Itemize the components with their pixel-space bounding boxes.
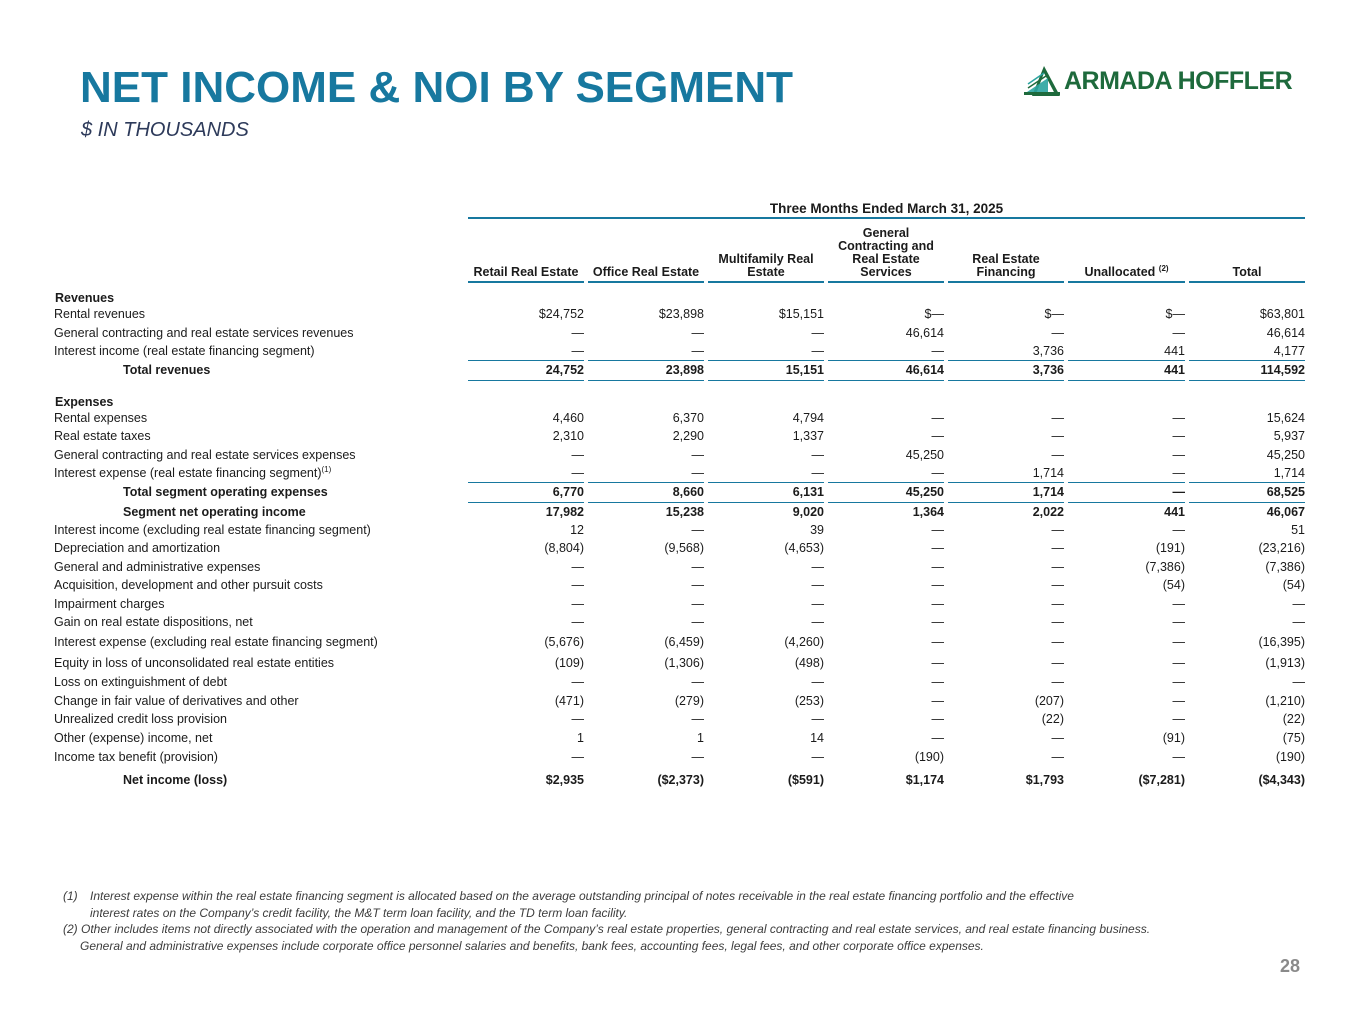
cell-value: 1 — [697, 730, 704, 745]
cell-value: (191) — [1155, 541, 1185, 556]
table-row-interest-income-ex — [54, 521, 1305, 539]
row-label: General contracting and real estate services expenses — [54, 447, 356, 462]
cell-value: 45,250 — [828, 482, 944, 502]
cell-value: — — [1051, 675, 1064, 690]
cell-value: — — [691, 712, 704, 727]
col-header-financing: Real Estate Financing — [948, 219, 1064, 283]
row-label: Depreciation and amortization — [54, 541, 221, 556]
cell-value: — — [691, 343, 704, 358]
cell-value: — — [811, 559, 824, 574]
cell-value: — — [571, 559, 584, 574]
table-row-loss-extinguishment — [54, 673, 1305, 691]
cell-value: — — [1051, 596, 1064, 611]
cell-value: — — [1172, 655, 1185, 670]
cell-value: 45,250 — [905, 447, 944, 462]
cell-value: — — [1172, 693, 1185, 708]
cell-value: — — [1051, 578, 1064, 593]
cell-value: — — [811, 596, 824, 611]
cell-value: — — [931, 730, 944, 745]
segment-income-table — [54, 196, 1305, 792]
cell-value: (7,386) — [1145, 559, 1185, 574]
cell-value: — — [691, 615, 704, 630]
cell-value: 2,290 — [672, 429, 704, 444]
cell-value: — — [1172, 615, 1185, 630]
cell-value: ($4,343) — [1258, 772, 1305, 787]
row-label: General contracting and real estate services revenues — [54, 325, 354, 340]
cell-value: (91) — [1162, 730, 1185, 745]
cell-value: 441 — [1068, 360, 1185, 380]
cell-value: — — [1172, 634, 1185, 649]
cell-value: (6,459) — [664, 634, 704, 649]
cell-value: — — [931, 343, 944, 358]
cell-value: (4,260) — [784, 634, 824, 649]
cell-value: — — [1172, 429, 1185, 444]
row-label: Interest expense (excluding real estate financing segment) — [54, 634, 378, 649]
row-label: Gain on real estate dispositions, net — [54, 615, 253, 630]
table-row-income-tax — [54, 747, 1305, 768]
cell-value: 1,714 — [948, 482, 1064, 502]
cell-value: — — [811, 615, 824, 630]
cell-value: 4,794 — [792, 410, 824, 425]
cell-value: $1,174 — [905, 772, 944, 787]
cell-value: (109) — [554, 655, 584, 670]
table-row-dep-amort — [54, 539, 1305, 557]
row-label: Segment net operating income — [123, 504, 306, 519]
cell-value: 46,614 — [905, 325, 944, 340]
cell-value: 24,752 — [468, 360, 584, 380]
cell-value: (498) — [794, 655, 824, 670]
cell-value: — — [1051, 615, 1064, 630]
page-title: NET INCOME & NOI BY SEGMENT — [80, 63, 794, 112]
cell-value: — — [1051, 325, 1064, 340]
cell-value: (190) — [914, 750, 944, 765]
cell-value: 4,177 — [1273, 343, 1305, 358]
cell-value: — — [571, 325, 584, 340]
cell-value: — — [691, 447, 704, 462]
row-label: Interest income (real estate financing segment) — [54, 343, 315, 358]
row-label: General and administrative expenses — [54, 559, 261, 574]
cell-value: 6,770 — [468, 482, 584, 502]
table-row-interest-income-ref — [54, 342, 1305, 360]
cell-value: (9,568) — [664, 541, 704, 556]
table-row-equity-loss — [54, 652, 1305, 673]
row-label: Total segment operating expenses — [123, 485, 328, 500]
cell-value: 2,022 — [1032, 504, 1064, 519]
cell-value: — — [1172, 523, 1185, 538]
table-row-g-and-a — [54, 558, 1305, 576]
cell-value: — — [811, 325, 824, 340]
table-row-fair-value-change — [54, 692, 1305, 710]
cell-value: — — [691, 675, 704, 690]
cell-value: 114,592 — [1189, 360, 1305, 380]
period-header: Three Months Ended March 31, 2025 — [468, 196, 1305, 219]
cell-value: (471) — [554, 693, 584, 708]
logo-text: ARMADA HOFFLER — [1064, 66, 1293, 95]
col-header-unallocated: Unallocated $^{(2)}$ — [1068, 219, 1185, 283]
cell-value: — — [691, 523, 704, 538]
row-label: Other (expense) income, net — [54, 730, 213, 745]
row-label: Rental revenues — [54, 307, 146, 322]
cell-value: — — [1172, 447, 1185, 462]
cell-value: 15,151 — [708, 360, 824, 380]
cell-value: — — [931, 523, 944, 538]
row-label: Impairment charges — [54, 596, 165, 611]
cell-value: — — [931, 655, 944, 670]
cell-value: 39 — [810, 523, 824, 538]
cell-value: $15,151 — [778, 307, 824, 322]
cell-value: $24,752 — [538, 307, 584, 322]
cell-value: — — [1292, 615, 1305, 630]
cell-value: 441 — [1164, 343, 1185, 358]
cell-value: 1,714 — [1032, 465, 1064, 480]
cell-value: — — [811, 578, 824, 593]
cell-value: — — [931, 559, 944, 574]
cell-value: — — [571, 596, 584, 611]
cell-value: — — [571, 712, 584, 727]
cell-value: (190) — [1275, 750, 1305, 765]
cell-value: ($7,281) — [1138, 772, 1185, 787]
cell-value: — — [1051, 429, 1064, 444]
footnotes — [63, 888, 1263, 954]
row-label: Interest expense (real estate financing segment)$^{(1)}$ — [54, 465, 332, 481]
cell-value: $— — [1165, 307, 1185, 322]
cell-value: $23,898 — [658, 307, 704, 322]
cell-value: — — [1051, 730, 1064, 745]
cell-value: — — [571, 615, 584, 630]
cell-value: 46,614 — [828, 360, 944, 380]
cell-value: 15,624 — [1266, 410, 1305, 425]
cell-value: 6,131 — [708, 482, 824, 502]
cell-value: $1,793 — [1025, 772, 1064, 787]
cell-value: (22) — [1041, 712, 1064, 727]
row-label: Income tax benefit (provision) — [54, 750, 218, 765]
cell-value: (54) — [1162, 578, 1185, 593]
cell-value: — — [1051, 559, 1064, 574]
company-logo — [1022, 62, 1302, 100]
cell-value: 1 — [577, 730, 584, 745]
table-row-gc-expenses — [54, 445, 1305, 463]
table-row-rental-revenues — [54, 305, 1305, 323]
table-row-re-taxes — [54, 427, 1305, 445]
cell-value: (22) — [1282, 712, 1305, 727]
col-header-multifamily: Multifamily Real Estate — [708, 219, 824, 283]
cell-value: 46,614 — [1266, 325, 1305, 340]
cell-value: (1,913) — [1265, 655, 1305, 670]
cell-value: — — [1172, 750, 1185, 765]
cell-value: — — [691, 750, 704, 765]
cell-value: ($591) — [787, 772, 824, 787]
cell-value: — — [811, 675, 824, 690]
cell-value: (16,395) — [1258, 634, 1305, 649]
cell-value: — — [811, 447, 824, 462]
cell-value: 1,714 — [1273, 465, 1305, 480]
page-subtitle: $ IN THOUSANDS — [81, 119, 249, 141]
cell-value: — — [571, 750, 584, 765]
row-label: Acquisition, development and other pursuit costs — [54, 578, 323, 593]
cell-value: — — [571, 465, 584, 480]
cell-value: — — [1172, 712, 1185, 727]
col-header-retail: Retail Real Estate — [468, 219, 584, 283]
cell-value: (8,804) — [544, 541, 584, 556]
cell-value: — — [691, 578, 704, 593]
cell-value: 1,337 — [792, 429, 824, 444]
cell-value: — — [1051, 447, 1064, 462]
table-row-other-income — [54, 728, 1305, 746]
cell-value: — — [811, 465, 824, 480]
cell-value: (253) — [794, 693, 824, 708]
section-header-expenses: Expenses — [55, 394, 114, 409]
cell-value: 68,525 — [1189, 482, 1305, 502]
cell-value: — — [1051, 655, 1064, 670]
cell-value: — — [1172, 325, 1185, 340]
row-label: Interest income (excluding real estate financing segment) — [54, 523, 371, 538]
table-row-seg-noi — [54, 503, 1305, 521]
cell-value: — — [571, 343, 584, 358]
cell-value: — — [811, 750, 824, 765]
cell-value: — — [571, 447, 584, 462]
table-row-total-revenues — [54, 360, 1305, 380]
cell-value: (23,216) — [1258, 541, 1305, 556]
cell-value: $— — [1044, 307, 1064, 322]
cell-value: — — [1051, 523, 1064, 538]
page-number: 28 — [1279, 956, 1300, 976]
cell-value: — — [691, 325, 704, 340]
section-header-revenues: Revenues — [55, 291, 115, 305]
row-label: Loss on extinguishment of debt — [54, 675, 228, 690]
cell-value: (4,653) — [784, 541, 824, 556]
table-row-gain-dispositions — [54, 613, 1305, 631]
cell-value: 1,364 — [912, 504, 944, 519]
cell-value: 441 — [1164, 504, 1185, 519]
row-label: Total revenues — [123, 363, 211, 378]
table-row-net-income — [54, 768, 1305, 792]
cell-value: $2,935 — [545, 772, 584, 787]
cell-value: — — [931, 596, 944, 611]
cell-value: — — [1292, 596, 1305, 611]
table-body — [54, 283, 1305, 792]
cell-value: — — [931, 465, 944, 480]
table-row-acq-costs — [54, 576, 1305, 594]
cell-value: 12 — [570, 523, 584, 538]
table-row-interest-expense-ex — [54, 631, 1305, 652]
cell-value: — — [931, 578, 944, 593]
col-header-general-contracting: General Contracting and Real Estate Services — [828, 219, 944, 283]
cell-value: — — [1051, 410, 1064, 425]
cell-value: — — [1172, 410, 1185, 425]
cell-value: ($2,373) — [657, 772, 704, 787]
cell-value: — — [1172, 465, 1185, 480]
period-header-row — [54, 196, 1305, 219]
table-row-total-seg-opex — [54, 482, 1305, 502]
cell-value: 5,937 — [1273, 429, 1305, 444]
cell-value: — — [1051, 750, 1064, 765]
cell-value: 2,310 — [552, 429, 584, 444]
table-row-interest-expense-ref — [54, 464, 1305, 482]
row-label: Rental expenses — [54, 410, 148, 425]
cell-value: (207) — [1034, 693, 1064, 708]
col-header-office: Office Real Estate — [588, 219, 704, 283]
cell-value: — — [691, 559, 704, 574]
cell-value: — — [1068, 482, 1185, 502]
cell-value: 3,736 — [948, 360, 1064, 380]
cell-value: — — [1172, 675, 1185, 690]
row-label: Unrealized credit loss provision — [54, 712, 227, 727]
cell-value: — — [931, 615, 944, 630]
cell-value: 23,898 — [588, 360, 704, 380]
cell-value: 4,460 — [552, 410, 584, 425]
cell-value: — — [1051, 634, 1064, 649]
row-label: Net income (loss) — [123, 772, 228, 787]
cell-value: — — [931, 541, 944, 556]
cell-value: 8,660 — [588, 482, 704, 502]
cell-value: $— — [924, 307, 944, 322]
cell-value: — — [811, 343, 824, 358]
cell-value: (7,386) — [1265, 559, 1305, 574]
table-row-rental-expenses — [54, 409, 1305, 427]
cell-value: — — [931, 675, 944, 690]
cell-value: — — [931, 429, 944, 444]
cell-value: — — [571, 578, 584, 593]
table-row-impairment — [54, 594, 1305, 612]
cell-value: — — [811, 712, 824, 727]
cell-value: — — [931, 410, 944, 425]
row-label: Real estate taxes — [54, 429, 151, 444]
cell-value: (54) — [1282, 578, 1305, 593]
cell-value: — — [931, 634, 944, 649]
cell-value: — — [1292, 675, 1305, 690]
cell-value: 6,370 — [672, 410, 704, 425]
cell-value: $63,801 — [1259, 307, 1305, 322]
cell-value: — — [931, 712, 944, 727]
cell-value: (5,676) — [544, 634, 584, 649]
cell-value: — — [691, 596, 704, 611]
table-row-credit-loss — [54, 710, 1305, 728]
footnote-1: (1) Interest expense within the real estate financing segment is allocated based on the average outstanding principal of notes receivable in the real estate financing portfolio and the effective interest rates on the Company’s credit facility, the M&T term loan facility, and the TD term loan facility. — [63, 889, 1074, 920]
cell-value: — — [1172, 596, 1185, 611]
cell-value: 45,250 — [1266, 447, 1305, 462]
cell-value: 51 — [1291, 523, 1305, 538]
cell-value: (1,306) — [664, 655, 704, 670]
column-header-row — [54, 219, 1305, 283]
footnote-2: (2) Other includes items not directly associated with the operation and management of the Company’s real estate properties, general contracting and real estate services, and real estate financing business. General and administrative expenses include corporate office personnel salaries and benefits, bank fees, accounting fees, legal fees, and other corporate office expenses. — [63, 922, 1151, 953]
cell-value: 9,020 — [792, 504, 824, 519]
cell-value: — — [931, 693, 944, 708]
cell-value: 46,067 — [1266, 504, 1305, 519]
cell-value: — — [691, 465, 704, 480]
row-label: Change in fair value of derivatives and other — [54, 693, 299, 708]
cell-value: — — [1051, 541, 1064, 556]
cell-value: 14 — [810, 730, 824, 745]
cell-value: — — [571, 675, 584, 690]
cell-value: 17,982 — [545, 504, 584, 519]
table-row-gc-revenues — [54, 323, 1305, 341]
cell-value: (279) — [674, 693, 704, 708]
cell-value: (75) — [1282, 730, 1305, 745]
cell-value: 15,238 — [665, 504, 704, 519]
cell-value: (1,210) — [1265, 693, 1305, 708]
armada-hoffler-logo-icon — [1022, 64, 1062, 98]
cell-value: 3,736 — [1032, 343, 1064, 358]
row-label: Equity in loss of unconsolidated real estate entities — [54, 655, 335, 670]
col-header-total: Total — [1189, 219, 1305, 283]
